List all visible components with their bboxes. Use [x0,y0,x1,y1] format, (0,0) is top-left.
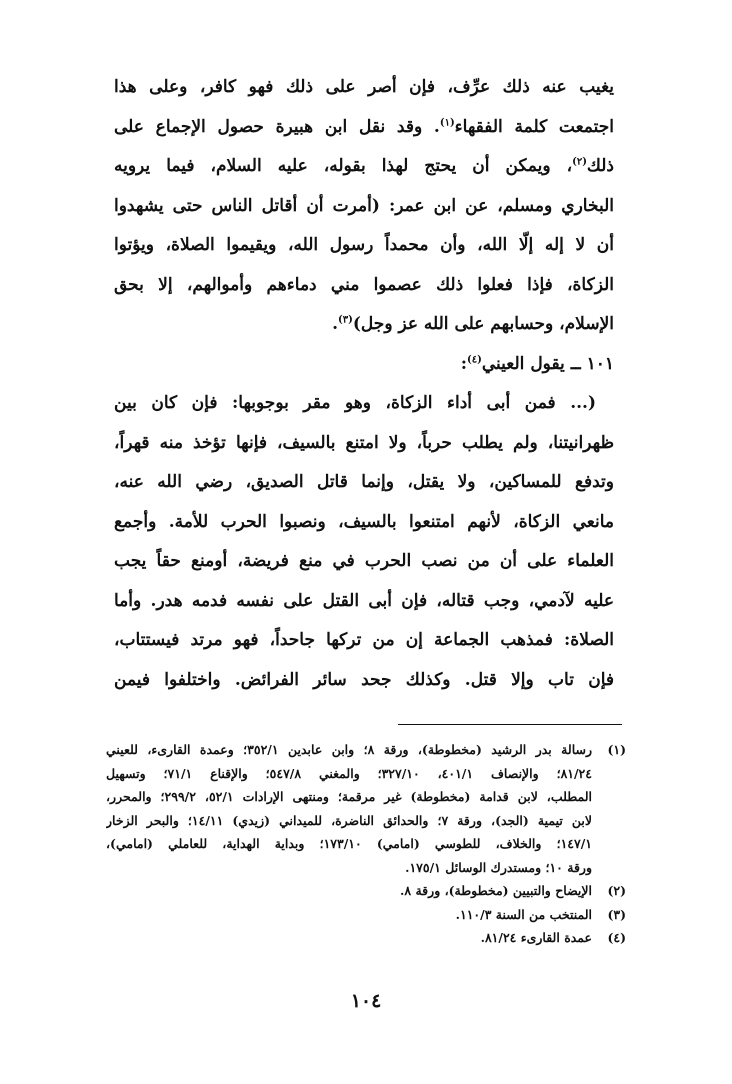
text-line: يغيب عنه ذلك عرِّف، فإن أصر على ذلك فهو كافر، وعلى هذا [114,77,614,97]
footnote-number: (١) [607,742,626,757]
footnote-number: (٣) [607,906,626,922]
footnotes [106,738,626,950]
footnote-text: المنتخب من السنة ١١٠/٣. [455,906,592,922]
footnote-ref[interactable]: (٢) [572,156,587,168]
text-line: ذلك$^{(٢)}$، ويمكن أن يحتج لهذا بقوله، عليه السلام، فيما يرويه [114,156,614,176]
footnote-text: الإيضاح والتبيين (مخطوطة)، ورقة ٨. [400,883,592,898]
footnote-ref[interactable]: (٣) [338,314,353,326]
body-text [114,68,614,700]
text-line: عليه لآدمي، وجب قتاله، فإن أبى القتل على نفسه فدمه هدر. وأما [114,590,614,611]
footnote-text: عمدة القارىء ٨١/٢٤. [480,930,592,945]
footnote-item [106,879,626,903]
footnote-divider [398,724,622,725]
footnote-number: (٢) [607,883,626,898]
footnote-item [106,926,626,950]
text-line: (... فمن أبى أداء الزكاة، وهو مقر بوجوبها: فإن كان بين [114,393,596,413]
text-line: وتدفع للمساكين، ولا يقتل، وإنما قاتل الصديق، رضي الله عنه، [114,472,614,492]
text-line: اجتمعت كلمة الفقهاء$^{(١)}$. وقد نقل ابن هبيرة حصول الإجماع على [114,116,614,137]
text-line: فإن تاب وإلا قتل. وكذلك جحد سائر الفرائض. واختلفوا فيمن [114,669,614,690]
footnote-text: رسالة بدر الرشيد (مخطوطة)، ورقة ٨؛ وابن عابدين ٣٥٢/١؛ وعمدة القارىء، للعيني ٨١/٢٤؛ والإنصاف ٤٠١/١، ٣٢٧/١٠؛ والمغني ٥٤٧/٨؛ والإقناع ٧١/١؛ وتسهيل المطلب، لابن قدامة (مخطوطة) غير مرقمة؛ ومنتهى الإرادات ٥٢/١، ٢٩٩/٢؛ والمحرر، لابن تيمية (الجد)، ورقة ٧؛ والحدائق الناضرة، للميداني (زيدي) ١٤/١١؛ والبحر الزخار ١٤٧/١؛ والخلاف، للطوسي (امامي) ١٧٣/١٠؛ وبداية الهداية، للعاملي (امامي)، ورقة ١٠؛ ومستدرك الوسائل ١٧٥/١. [106,742,592,875]
text-line: الزكاة، فإذا فعلوا ذلك عصموا مني دماءهم وأموالهم، إلا بحق [114,274,614,295]
text-line: الإسلام، وحسابهم على الله عز وجل)$^{(٣)}$. [332,314,614,334]
footnote-item [106,903,626,927]
footnote-number: (٤) [607,930,626,945]
footnote-ref[interactable]: (٤) [467,353,482,365]
page-number: ١٠٤ [350,990,382,1012]
text-line: ظهرانيتنا، ولم يطلب حرباً، ولا امتنع بالسيف، فإنها تؤخذ منه قهراً، [114,432,614,453]
footnote-ref[interactable]: (١) [439,116,455,128]
text-line: مانعي الزكاة، لأنهم امتنعوا بالسيف، ونصبوا الحرب للأمة. وأجمع [114,511,614,532]
footnote-item [106,738,626,879]
text-line: البخاري ومسلم، عن ابن عمر: (أمرت أن أقاتل الناس حتى يشهدوا [114,195,614,216]
text-line: أن لا إله إلّا الله، وأن محمداً رسول الله، ويقيموا الصلاة، ويؤتوا [114,235,614,255]
text-line: العلماء على أن من نصب الحرب في منع فريضة، أومنع حقاً يجب [114,551,614,571]
section-heading: ١٠١ ــ يقول العيني$^{(٤)}$: [460,353,614,374]
text-line: الصلاة: فمذهب الجماعة إن من تركها جاحداً، فهو مرتد فيستتاب، [114,630,614,650]
